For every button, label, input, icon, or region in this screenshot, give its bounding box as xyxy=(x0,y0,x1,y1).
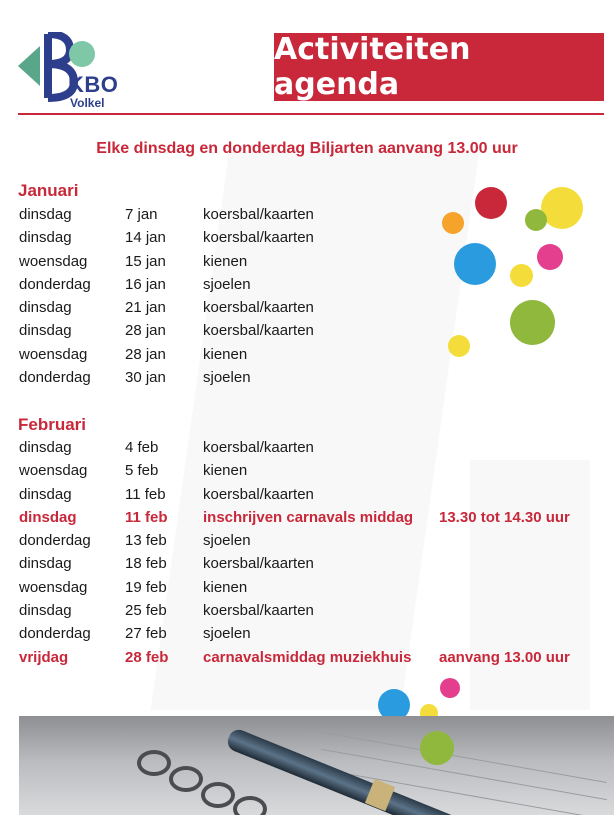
row-time: aanvang 13.00 uur xyxy=(439,648,570,666)
row-activity: kienen xyxy=(203,252,248,270)
row-date: 14 jan xyxy=(125,229,166,247)
row-day: dinsdag xyxy=(19,439,72,456)
row-date: 11 feb xyxy=(125,485,166,503)
month-heading-januari: Januari xyxy=(18,181,79,200)
row-day: donderdag xyxy=(19,625,91,643)
row-day: woensdag xyxy=(19,578,88,596)
schedule-row xyxy=(0,579,614,602)
row-date: 18 feb xyxy=(125,555,167,573)
row-day: donderdag xyxy=(19,369,91,387)
schedule-row xyxy=(0,229,614,252)
row-activity: sjoelen xyxy=(203,625,251,643)
schedule-januari xyxy=(0,206,614,392)
decor-circle xyxy=(510,300,555,345)
decor-circle xyxy=(525,209,547,231)
decor-circle xyxy=(442,212,464,234)
row-day: dinsdag xyxy=(19,508,77,526)
row-day: woensdag xyxy=(19,345,88,363)
row-date: 25 feb xyxy=(125,602,167,620)
row-activity: kienen xyxy=(203,345,248,363)
schedule-row xyxy=(0,462,614,485)
schedule-row-highlight xyxy=(0,509,614,532)
row-day: vrijdag xyxy=(19,648,69,666)
schedule-row xyxy=(0,555,614,578)
schedule-row xyxy=(0,625,614,648)
row-date: 5 feb xyxy=(125,462,159,480)
row-activity: carnavalsmiddag muziekhuis xyxy=(203,648,412,666)
row-activity: kienen xyxy=(203,462,248,480)
row-date: 16 jan xyxy=(125,275,166,293)
row-activity: koersbal/kaarten xyxy=(203,485,314,503)
row-activity: koersbal/kaarten xyxy=(203,602,314,620)
row-date: 27 feb xyxy=(125,625,167,643)
row-date: 28 jan xyxy=(125,345,166,363)
billiards-notice: Elke dinsdag en donderdag Biljarten aanvang 13.00 uur xyxy=(96,140,518,157)
row-date: 4 feb xyxy=(125,439,159,456)
row-day: dinsdag xyxy=(19,299,72,317)
decor-circle xyxy=(448,335,470,357)
row-date: 11 feb xyxy=(125,508,168,526)
schedule-row xyxy=(0,439,614,462)
row-day: woensdag xyxy=(19,252,88,270)
row-date: 28 jan xyxy=(125,322,166,340)
row-activity: koersbal/kaarten xyxy=(203,439,314,456)
decor-circle xyxy=(475,187,507,219)
row-activity: sjoelen xyxy=(203,275,251,293)
footer-photo xyxy=(19,716,614,815)
logo-text: KBO xyxy=(68,72,119,97)
row-activity: koersbal/kaarten xyxy=(203,555,314,573)
row-activity: inschrijven carnavals middag xyxy=(203,508,414,526)
decor-circle xyxy=(440,678,460,698)
schedule-row xyxy=(0,346,614,369)
row-day: donderdag xyxy=(19,275,91,293)
row-activity: kienen xyxy=(203,578,248,596)
schedule-row xyxy=(0,602,614,625)
row-day: dinsdag xyxy=(19,206,72,223)
decor-circle xyxy=(454,243,496,285)
row-activity: koersbal/kaarten xyxy=(203,229,314,247)
row-activity: koersbal/kaarten xyxy=(203,299,314,317)
row-day: dinsdag xyxy=(19,602,72,620)
row-day: donderdag xyxy=(19,532,91,550)
page-title: Activiteiten agenda xyxy=(274,33,604,101)
row-activity: sjoelen xyxy=(203,532,251,550)
schedule-row xyxy=(0,486,614,509)
schedule-row xyxy=(0,532,614,555)
schedule-row xyxy=(0,369,614,392)
row-time: 13.30 tot 14.30 uur xyxy=(439,508,570,526)
row-date: 28 feb xyxy=(125,648,169,666)
header-divider xyxy=(18,113,604,115)
row-day: dinsdag xyxy=(19,322,72,340)
schedule-row xyxy=(0,206,614,229)
decor-circle xyxy=(510,264,533,287)
decor-circle xyxy=(420,731,454,765)
schedule-row-highlight xyxy=(0,649,614,672)
row-date: 21 jan xyxy=(125,299,166,317)
row-date: 15 jan xyxy=(125,252,166,270)
decor-circle xyxy=(541,187,583,229)
logo-subtitle: Volkel xyxy=(70,96,105,110)
month-heading-februari: Februari xyxy=(18,415,87,434)
row-day: dinsdag xyxy=(19,555,72,573)
schedule-februari xyxy=(0,439,614,672)
row-activity: koersbal/kaarten xyxy=(203,322,314,340)
row-activity: sjoelen xyxy=(203,369,251,387)
row-day: dinsdag xyxy=(19,485,72,503)
row-date: 13 feb xyxy=(125,532,167,550)
row-day: dinsdag xyxy=(19,229,72,247)
row-date: 7 jan xyxy=(125,206,158,223)
decor-circle xyxy=(537,244,563,270)
row-date: 19 feb xyxy=(125,578,167,596)
row-activity: koersbal/kaarten xyxy=(203,206,314,223)
row-date: 30 jan xyxy=(125,369,166,387)
row-day: woensdag xyxy=(19,462,88,480)
